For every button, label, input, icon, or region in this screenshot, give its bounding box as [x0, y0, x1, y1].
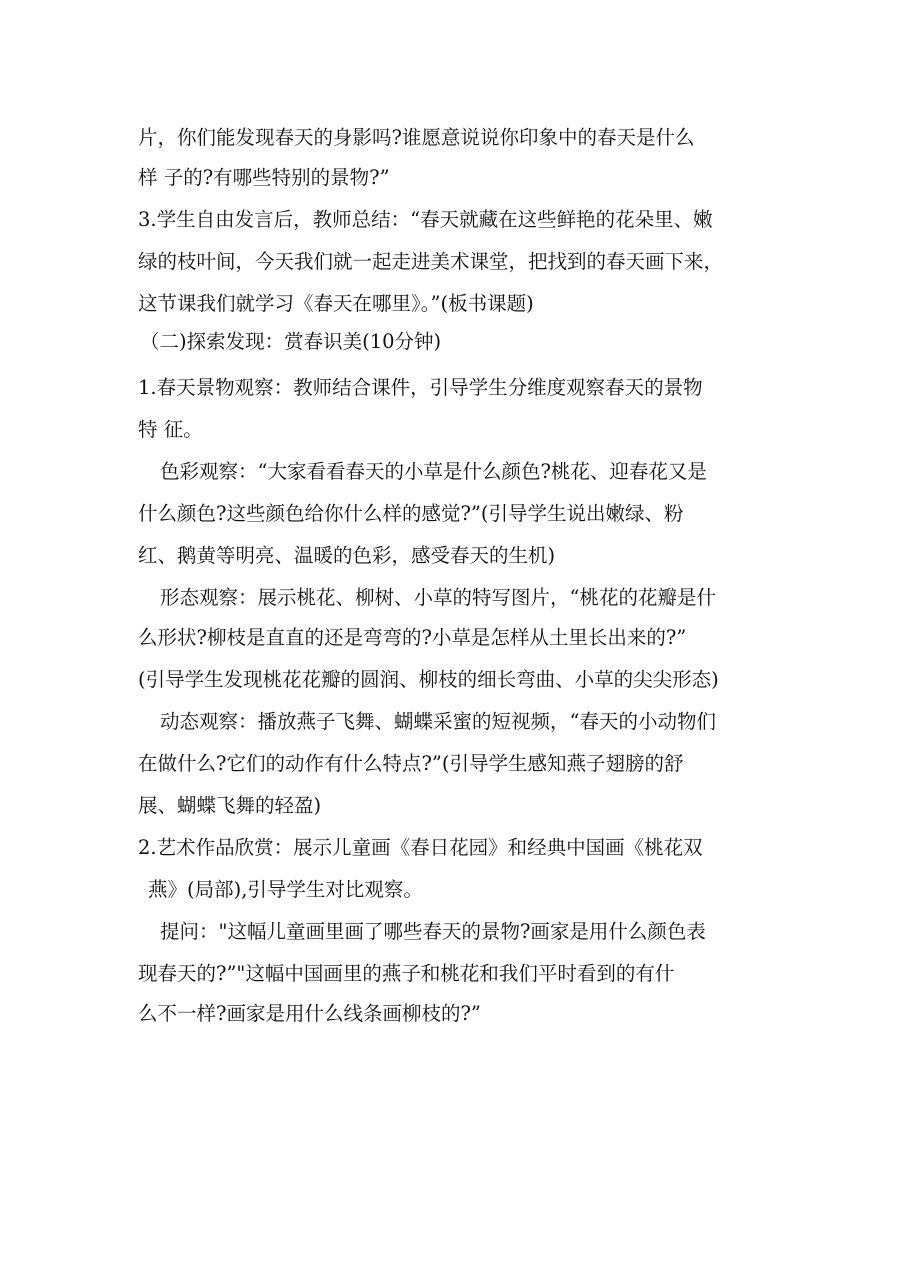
section-heading: （二)探索发现：赏春识美(10分钟) [140, 330, 442, 353]
text-line: 么形状?柳枝是直直的还是弯弯的?小草是怎样从土里长出来的?” [138, 626, 687, 649]
text-line: 燕》(局部),引导学生对比观察。 [148, 878, 423, 901]
text-line: 3.学生自由发言后，教师总结：“春天就藏在这些鲜艳的花朵里、嫩 [138, 208, 713, 231]
text-line: 特 征。 [138, 418, 203, 441]
text-line: 红、鹅黄等明亮、温暖的色彩，感受春天的生机) [138, 544, 556, 567]
text-line: 色彩观察：“大家看看春天的小草是什么颜色?桃花、迎春花又是 [160, 460, 707, 483]
text-line: 么不一样?画家是用什么线条画柳枝的?” [138, 1002, 481, 1025]
text-line: 动态观察：播放燕子飞舞、蝴蝶采蜜的短视频，“春天的小动物们 [160, 710, 716, 733]
text-line: 样 子的?有哪些特别的景物?” [138, 166, 390, 189]
text-line: 这节课我们就学习《春天在哪里》。”(板书课题) [138, 292, 534, 315]
text-line: (引导学生发现桃花花瓣的圆润、柳枝的细长弯曲、小草的尖尖形态) [138, 668, 719, 691]
text-line: 绿的枝叶间，今天我们就一起走进美术课堂，把找到的春天画下来， [138, 250, 724, 273]
text-line: 1.春天景物观察：教师结合课件，引导学生分维度观察春天的景物 [138, 376, 703, 399]
text-line: 现春天的?”"这幅中国画里的燕子和桃花和我们平时看到的有什 [138, 962, 675, 985]
text-line: 2.艺术作品欣赏：展示儿童画《春日花园》和经典中国画《桃花双 [138, 836, 703, 859]
text-line: 什么颜色?这些颜色给你什么样的感觉?”(引导学生说出嫩绿、粉 [138, 502, 684, 525]
text-line: 展、蝴蝶飞舞的轻盈) [138, 794, 322, 817]
text-line: 片，你们能发现春天的身影吗?谁愿意说说你印象中的春天是什么 [138, 126, 695, 149]
text-line: 形态观察：展示桃花、柳树、小草的特写图片，“桃花的花瓣是什 [160, 586, 716, 609]
text-line: 提问："这幅儿童画里画了哪些春天的景物?画家是用什么颜色表 [160, 920, 706, 943]
text-line: 在做什么?它们的动作有什么特点?”(引导学生感知燕子翅膀的舒 [138, 752, 684, 775]
